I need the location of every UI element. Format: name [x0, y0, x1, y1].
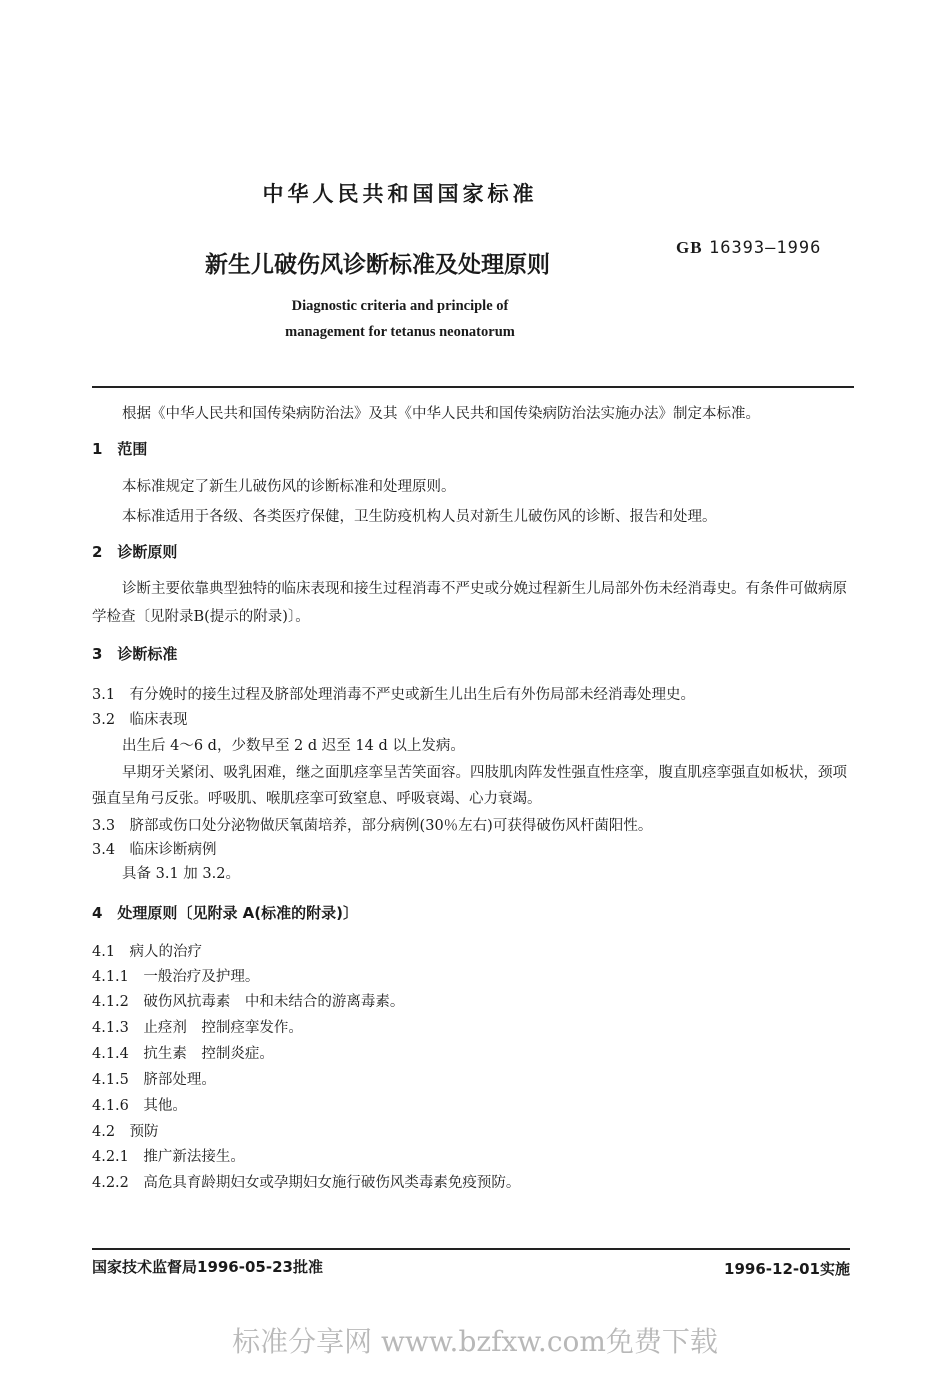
list-item: 4.1.6 其他。: [92, 1098, 187, 1114]
list-item: 4.1.5 脐部处理。: [92, 1072, 216, 1088]
list-item: 4.1.1 一般治疗及护理。: [92, 969, 260, 985]
list-item: 4.2.1 推广新法接生。: [92, 1149, 245, 1165]
footer-divider: [92, 1248, 850, 1250]
intro-paragraph: 根据《中华人民共和国传染病防治法》及其《中华人民共和国传染病防治法实施办法》制定本标准。: [122, 406, 760, 422]
section-1-heading: 1 范围: [92, 440, 148, 458]
section-1-paragraph-2: 本标准适用于各级、各类医疗保健，卫生防疫机构人员对新生儿破伤风的诊断、报告和处理。: [122, 509, 717, 525]
standard-code: [676, 238, 821, 258]
list-item: 4.1 病人的治疗: [92, 944, 203, 960]
approval-date: 国家技术监督局1996-05-23批准: [92, 1258, 323, 1276]
item-3-1: 3.1 有分娩时的接生过程及脐部处理消毒不严史或新生儿出生后有外伤局部未经消毒处理史。: [92, 687, 696, 703]
standard-code-number: 16393—1996: [708, 238, 822, 258]
document-title: 新生儿破伤风诊断标准及处理原则: [205, 252, 550, 278]
section-1-paragraph-1: 本标准规定了新生儿破伤风的诊断标准和处理原则。: [122, 479, 456, 495]
section-2-heading: 2 诊断原则: [92, 543, 178, 561]
standard-code-prefix: GB: [676, 238, 703, 257]
list-item: 4.2.2 高危具育龄期妇女或孕期妇女施行破伤风类毒素免疫预防。: [92, 1175, 521, 1191]
effective-date: 1996-12-01实施: [724, 1260, 850, 1278]
section-3-heading: 3 诊断标准: [92, 645, 178, 663]
item-3-2: 3.2 临床表现: [92, 712, 188, 728]
national-standard-heading: 中华人民共和国国家标准: [262, 182, 538, 206]
watermark: 标准分享网 www.bzfxw.com免费下载: [232, 1325, 718, 1358]
english-title-line-1: Diagnostic criteria and principle of: [291, 298, 509, 314]
header-divider: [92, 386, 854, 388]
english-title-line-2: management for tetanus neonatorum: [285, 324, 515, 340]
list-item: 4.2 预防: [92, 1124, 159, 1140]
item-3-4-criteria: 具备 3.1 加 3.2。: [122, 866, 240, 882]
item-3-2-onset: 出生后 4～6 d，少数早至 2 d 迟至 14 d 以上发病。: [122, 738, 465, 754]
item-3-3: 3.3 脐部或伤口处分泌物做厌氧菌培养，部分病例(30％左右)可获得破伤风杆菌阳性。: [92, 818, 653, 834]
item-3-4: 3.4 临床诊断病例: [92, 842, 217, 858]
section-4-heading: 4 处理原则〔见附录 A(标准的附录)〕: [92, 904, 358, 922]
item-3-2-symptoms: 早期牙关紧闭、吸乳困难，继之面肌痉挛呈苦笑面容。四肢肌肉阵发性强直性痉挛，腹直肌痉挛强直如板状，颈项强直呈角弓反张。呼吸肌、喉肌痉挛可致窒息、呼吸衰竭、心力衰竭。: [92, 765, 847, 807]
list-item: 4.1.3 止痉剂 控制痉挛发作。: [92, 1020, 303, 1036]
list-item: 4.1.4 抗生素 控制炎症。: [92, 1046, 274, 1062]
list-item: 4.1.2 破伤风抗毒素 中和未结合的游离毒素。: [92, 994, 405, 1010]
section-2-paragraph: 诊断主要依靠典型独特的临床表现和接生过程消毒不严史或分娩过程新生儿局部外伤未经消毒史。有条件可做病原学检查〔见附录B(提示的附录)〕。: [92, 581, 847, 625]
